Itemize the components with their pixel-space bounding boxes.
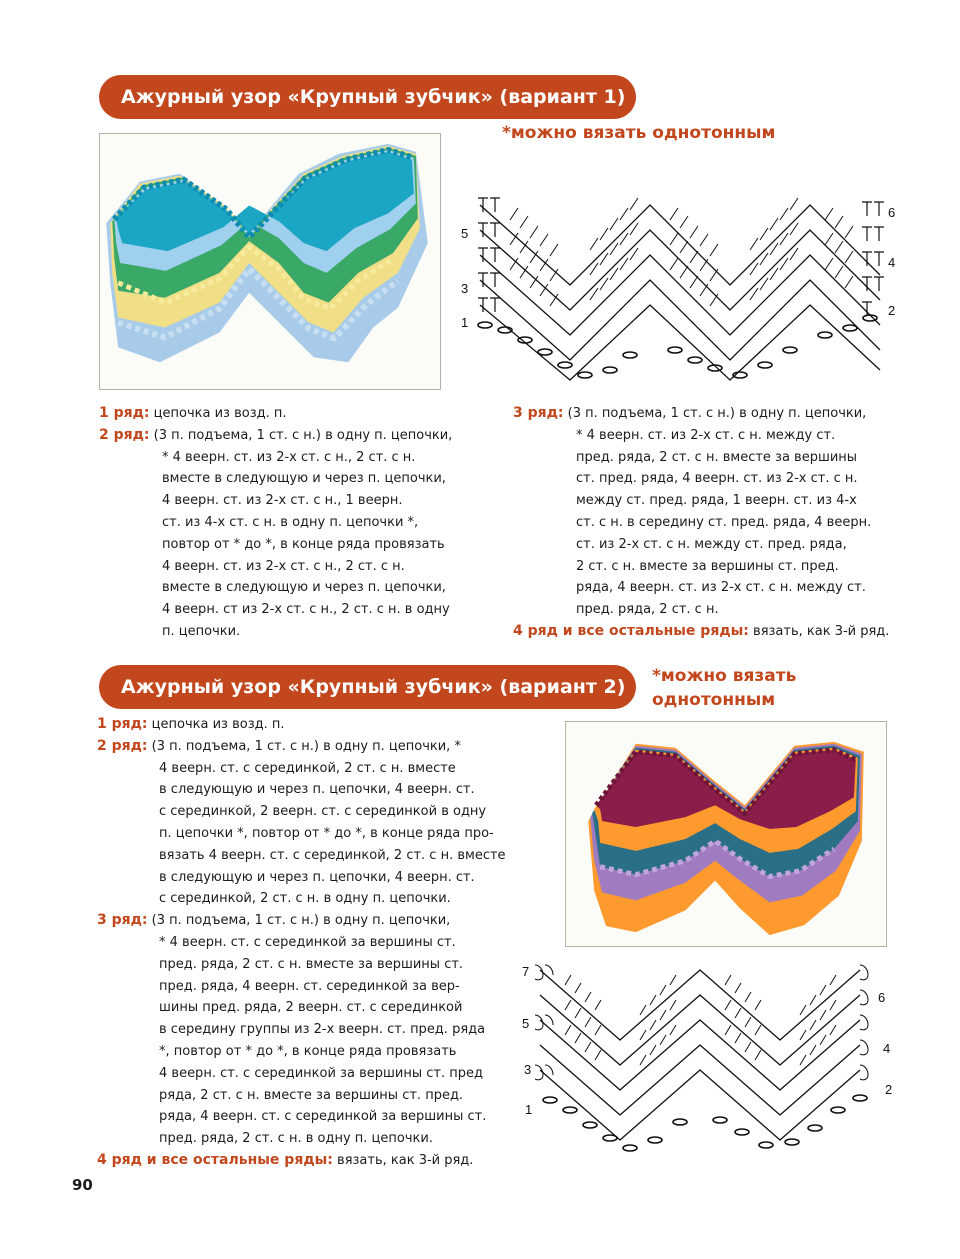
rest-rows-line — [513, 621, 933, 643]
row1-text: цепочка из возд. п. — [153, 406, 287, 421]
diagram2-row-2: 2 — [885, 1082, 893, 1097]
section1-stitch-diagram — [470, 190, 900, 390]
diagram2-row-7: 7 — [522, 964, 530, 979]
diagram2-row-4: 4 — [883, 1041, 891, 1056]
row2-label: 2 ряд: — [97, 737, 148, 754]
row3-continuation — [97, 932, 537, 1150]
diagram1-row-3: 3 — [461, 281, 469, 296]
text-line: * 4 веерн. ст. из 2-х ст. с н. между ст. — [576, 427, 836, 443]
row2-first-text: (3 п. подъема, 1 ст. с н.) в одну п. цепочки, — [153, 427, 453, 443]
text-line: вязать 4 веерн. ст. с серединкой, 2 ст. с н. вместе — [159, 847, 506, 863]
text-line: между ст. пред. ряда, 1 веерн. ст. из 4-х — [576, 493, 857, 509]
text-line: * 4 веерн. ст. из 2-х ст. с н., 2 ст. с н. — [162, 449, 416, 465]
rest-rows-line — [97, 1150, 537, 1172]
diagram1-row-6: 6 — [888, 205, 896, 220]
text-line: *, повтор от * до *, в конце ряда провязать — [159, 1043, 457, 1059]
text-line: в середину группы из 2-х веерн. ст. пред. ряда — [159, 1022, 486, 1038]
text-line: шины пред. ряда, 2 веерн. ст. с серединкой — [159, 1000, 463, 1016]
text-line: вместе в следующую и через п. цепочки, — [162, 471, 446, 487]
text-line: ряда, 4 веерн. ст. из 2-х ст. с н. между ст. — [576, 580, 866, 596]
text-line: 4 веерн. ст из 2-х ст. с н., 2 ст. с н. в одну — [162, 602, 450, 618]
text-line: ст. из 4-х ст. с н. в одну п. цепочки *, — [162, 514, 419, 530]
row3-first-text: (3 п. подъема, 1 ст. с н.) в одну п. цепочки, — [567, 406, 867, 421]
section1-instructions-right — [513, 403, 933, 643]
text-line: пред. ряда, 2 ст. с н. — [576, 602, 719, 618]
row2-label: 2 ряд: — [99, 426, 150, 443]
text-line: с серединкой, 2 ст. с н. в одну п. цепочки. — [159, 891, 451, 907]
row1-label: 1 ряд: — [97, 716, 148, 732]
diagram2-row-6: 6 — [878, 990, 886, 1005]
text-line: п. цепочки *, повтор от * до *, в конце ряда про- — [159, 825, 494, 841]
row2-first-text: (3 п. подъема, 1 ст. с н.) в одну п. цепочки, * — [151, 738, 461, 754]
row2-continuation — [99, 447, 499, 643]
text-line: ряда, 2 ст. с н. вместе за вершины ст. пред. — [159, 1087, 464, 1103]
text-line: 4 веерн. ст. из 2-х ст. с н., 1 веерн. — [162, 493, 403, 509]
rest-rows-text: вязать, как 3-й ряд. — [337, 1152, 474, 1168]
section2-instructions — [97, 714, 537, 1172]
text-line: ряда, 4 веерн. ст. с серединкой за вершины ст. — [159, 1109, 487, 1125]
section2-note-line2: однотонным — [652, 690, 776, 710]
text-line: 4 веерн. ст. из 2-х ст. с н., 2 ст. с н. — [162, 558, 405, 574]
row3-continuation — [513, 425, 933, 621]
row1-line — [97, 714, 537, 736]
diagram2-row-5: 5 — [522, 1016, 530, 1031]
text-line: в следующую и через п. цепочки, 4 веерн. ст. — [159, 869, 475, 885]
text-line: 2 ст. с н. вместе за вершины ст. пред. — [576, 558, 839, 574]
diagram2-row-3: 3 — [524, 1062, 532, 1077]
text-line: повтор от * до *, в конце ряда провязать — [162, 536, 445, 552]
crochet-swatch-2-image — [566, 722, 886, 946]
row3-line — [513, 403, 933, 425]
rest-rows-label: 4 ряд и все остальные ряды: — [97, 1151, 333, 1168]
text-line: ст. из 2-х ст. с н. между ст. пред. ряда, — [576, 536, 847, 552]
row3-first-text: (3 п. подъема, 1 ст. с н.) в одну п. цепочки, — [151, 913, 451, 929]
section2-title-banner: Ажурный узор «Крупный зубчик» (вариант 2) — [99, 665, 636, 709]
text-line: пред. ряда, 2 ст. с н. в одну п. цепочки. — [159, 1131, 433, 1147]
text-line: пред. ряда, 2 ст. с н. вместе за вершины — [576, 449, 858, 465]
row1-line — [99, 403, 499, 425]
text-line: пред. ряда, 2 ст. с н. вместе за вершины ст. — [159, 956, 464, 972]
text-line: с серединкой, 2 веерн. ст. с серединкой в одну — [159, 804, 487, 820]
section1-note: *можно вязать однотонным — [502, 123, 776, 143]
rest-rows-text: вязать, как 3-й ряд. — [753, 623, 890, 639]
row3-label: 3 ряд: — [513, 405, 564, 421]
diagram1-row-1: 1 — [461, 315, 469, 330]
section2-photo — [565, 721, 887, 947]
text-line: * 4 веерн. ст. с серединкой за вершины ст. — [159, 934, 456, 950]
text-line: 4 веерн. ст. с серединкой, 2 ст. с н. вместе — [159, 760, 456, 776]
row2-line — [97, 736, 537, 758]
row2-continuation — [97, 758, 537, 911]
row1-text: цепочка из возд. п. — [151, 717, 285, 732]
diagram1-row-4: 4 — [888, 255, 896, 270]
diagram2-row-1: 1 — [525, 1102, 533, 1117]
crochet-swatch-1-image — [100, 134, 440, 389]
section1-instructions-left — [99, 403, 499, 643]
row2-line — [99, 425, 499, 447]
text-line: ст. пред. ряда, 4 веерн. ст. из 2-х ст. с н. — [576, 471, 858, 487]
diagram1-row-2: 2 — [888, 303, 896, 318]
section2-note-line1: *можно вязать — [652, 666, 797, 686]
section2-stitch-diagram — [530, 960, 893, 1160]
text-line: 4 веерн. ст. с серединкой за вершины ст. пред — [159, 1065, 483, 1081]
text-line: ст. с н. в середину ст. пред. ряда, 4 веерн. — [576, 514, 872, 530]
row1-label: 1 ряд: — [99, 405, 150, 421]
stitch-chart-2-graphic — [530, 960, 893, 1160]
row3-line — [97, 910, 537, 932]
diagram1-row-5: 5 — [461, 226, 469, 241]
section1-photo — [99, 133, 441, 390]
stitch-chart-1-graphic — [470, 190, 900, 390]
text-line: пред. ряда, 4 веерн. ст. серединкой за вер- — [159, 978, 460, 994]
section2-note — [652, 664, 796, 712]
rest-rows-label: 4 ряд и все остальные ряды: — [513, 622, 749, 639]
section1-title-banner: Ажурный узор «Крупный зубчик» (вариант 1) — [99, 75, 636, 119]
text-line: п. цепочки. — [162, 623, 241, 639]
text-line: в следующую и через п. цепочки, 4 веерн. ст. — [159, 782, 475, 798]
page-number: 90 — [72, 1176, 93, 1194]
row3-label: 3 ряд: — [97, 912, 148, 929]
text-line: вместе в следующую и через п. цепочки, — [162, 580, 446, 596]
